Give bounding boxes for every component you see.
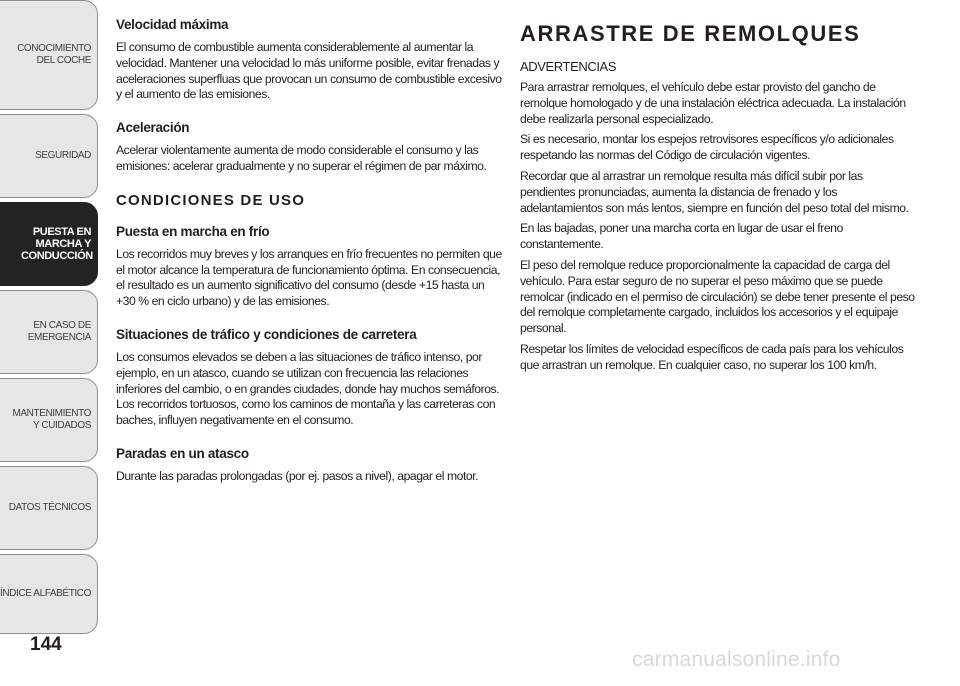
tab-label: ÍNDICE ALFABÉTICO: [0, 588, 91, 599]
paragraph-puesta: Los recorridos muy breves y los arranques en frío frecuentes no permiten que el motor alcance la temperatura de funcionamiento óptima. En consecuencia, el resultado es un aumento significativo del consumo (desde +15 hasta un +30 % en ciclo urbano) y de las emisiones.: [116, 246, 502, 309]
paragraph-paradas: Durante las paradas prolongadas (por ej. pasos a nivel), apagar el motor.: [116, 468, 479, 483]
paragraph-remolque-3: Recordar que al arrastrar un remolque resulta más difícil subir por las pendientes pronunciadas, aumenta la distancia de frenado y los adelantamientos son más lentos, siempre en función del peso total del mismo.: [520, 168, 909, 215]
right-column: [520, 20, 920, 379]
page-number: 144: [30, 634, 62, 655]
tab-label: PUESTA EN MARCHA Y CONDUCCIÓN: [21, 226, 93, 262]
tab-mantenimiento[interactable]: [0, 378, 98, 462]
warnings-label: ADVERTENCIAS: [520, 59, 617, 74]
paragraph-velocidad: El consumo de combustible aumenta considerablemente al aumentar la velocidad. Mantener una velocidad lo más uniforme posible, evitar frenadas y aceleraciones superfluas que provocan un consumo de combustible excesivo y el aumento de las emisiones.: [116, 40, 502, 102]
watermark: carmanualsonline.info: [632, 648, 841, 671]
tab-label: EN CASO DE EMERGENCIA: [27, 320, 91, 343]
tab-datos-tecnicos[interactable]: [0, 466, 98, 550]
section-heading-paradas: Paradas en un atasco: [116, 445, 249, 461]
page-title: ARRASTRE DE REMOLQUES: [520, 21, 861, 46]
tab-conocimiento-del-coche[interactable]: [0, 0, 98, 110]
tab-label: MANTENIMIENTO Y CUIDADOS: [12, 408, 91, 431]
tab-en-caso-de-emergencia[interactable]: [0, 290, 98, 374]
tab-label: SEGURIDAD: [35, 150, 91, 161]
section-heading-puesta: Puesta en marcha en frío: [116, 223, 270, 239]
section-heading-situaciones: Situaciones de tráfico y condiciones de carretera: [116, 326, 417, 342]
paragraph-remolque-6: Respetar los límites de velocidad específicos de cada país para los vehículos que arrastran un remolque. En cualquier caso, no superar los 100 km/h.: [520, 341, 904, 372]
paragraph-remolque-2: Si es necesario, montar los espejos retrovisores específicos y/o adicionales respetando las normas del Código de circulación vigentes.: [520, 132, 894, 163]
tab-indice-alfabetico[interactable]: [0, 554, 98, 634]
section-sidebar: [0, 0, 100, 686]
tab-label: CONOCIMIENTO DEL COCHE: [17, 43, 91, 66]
paragraph-remolque-1: Para arrastrar remolques, el vehículo debe estar provisto del gancho de remolque homologado y de una instalación eléctrica adecuada. La instalación debe realizarla personal especializado.: [520, 80, 906, 126]
paragraph-remolque-4: En las bajadas, poner una marcha corta en lugar de usar el freno constantemente.: [520, 221, 843, 252]
section-heading-aceleracion: Aceleración: [116, 120, 190, 136]
paragraph-remolque-5: El peso del remolque reduce proporcionalmente la capacidad de carga del vehículo. Para estar seguro de no superar el peso máximo que se puede remolcar (indicado en el permiso de circulación) se debe tener presente el peso del remolque completamente cargado, incluidos los accesorios y el equipaje personal.: [520, 257, 915, 336]
tab-seguridad[interactable]: [0, 114, 98, 198]
paragraph-aceleracion: Acelerar violentamente aumenta de modo considerable el consumo y las emisiones: acelerar gradualmente y no superar el régimen de par máximo.: [116, 143, 487, 173]
section-title-condiciones: CONDICIONES DE USO: [116, 191, 306, 209]
section-heading-velocidad: Velocidad máxima: [116, 17, 229, 32]
tab-puesta-en-marcha[interactable]: [0, 202, 98, 286]
left-column: [116, 16, 504, 485]
tab-label: DATOS TÉCNICOS: [8, 502, 91, 513]
paragraph-situaciones: Los consumos elevados se deben a las situaciones de tráfico intenso, por ejemplo, en un atasco, cuando se utilizan con frecuencia las relaciones inferiores del cambio, o en grandes ciudades, donde hay muchos semáforos. Los recorridos tortuosos, como los caminos de montaña y las carreteras con baches, influyen negativamente en el consumo.: [116, 349, 500, 428]
